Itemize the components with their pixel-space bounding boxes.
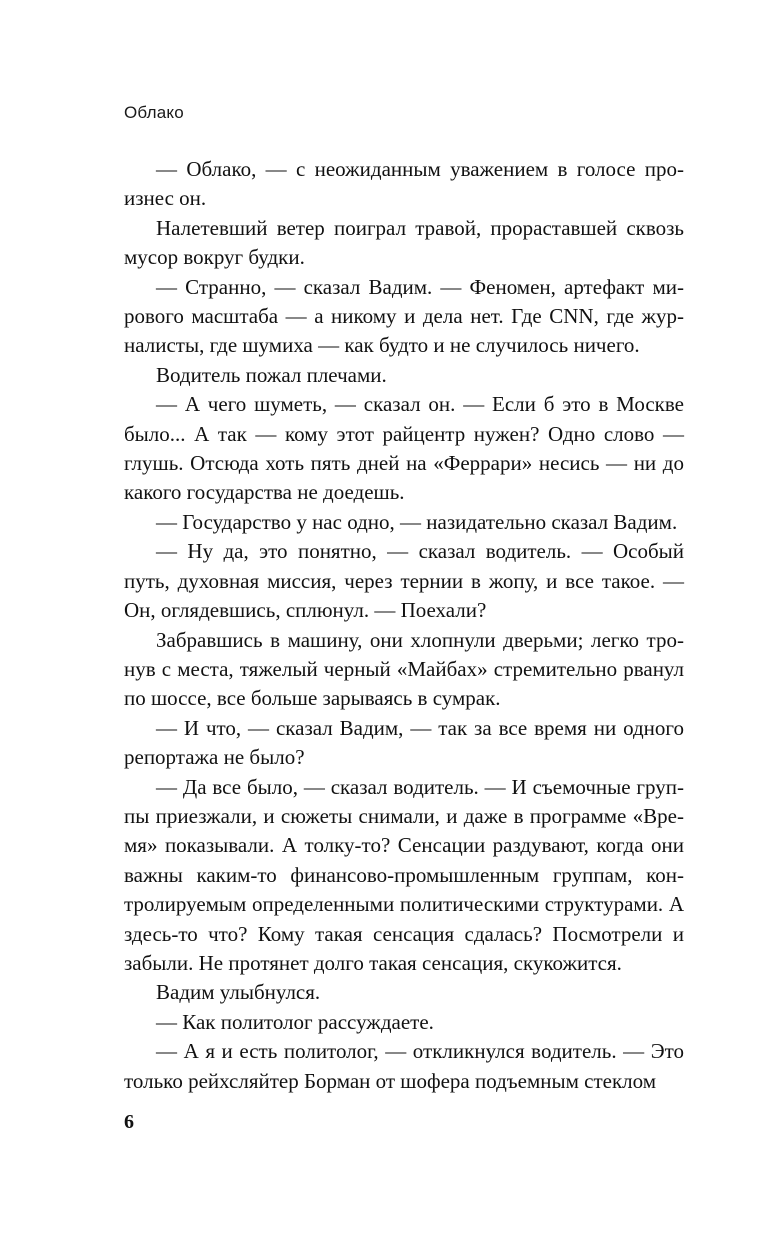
paragraph: Забравшись в машину, они хлопнули дверьми; легко тронув с места, тяжелый черный «Майбах» стремительно рванул по шоссе, все больше зарываясь в сумрак.	[124, 627, 684, 711]
body-text	[124, 155, 684, 1096]
paragraph: — Да все было, — сказал водитель. — И съемочные группы приезжали, и сюжеты снимали, и даже в программе «Время» показывали. А толку-то? Сенсации раздувают, когда они важны каким-то финансово-промышленным группам, контролируемым определенными политическими структурами. А здесь-то что? Кому такая сенсация сдалась? Посмотрели и забыли. Не протянет долго такая сенсация, скукожится.	[124, 774, 684, 975]
page-number: 6	[124, 1111, 134, 1133]
paragraph: Вадим улыбнулся.	[156, 980, 321, 1005]
paragraph: Налетевший ветер поиграл травой, прораставшей сквозь мусор вокруг будки.	[124, 215, 684, 270]
paragraph: — А чего шуметь, — сказал он. — Если б это в Москве было... А так — кому этот райцентр нужен? Одно слово — глушь. Отсюда хоть пять дней на «Феррари» несись — ни до какого государства не доедешь.	[124, 392, 684, 505]
running-head: Облако	[124, 103, 184, 122]
paragraph: Водитель пожал плечами.	[156, 362, 387, 387]
paragraph: — Облако, — с неожиданным уважением в голосе произнес он.	[124, 157, 684, 211]
paragraph: — Как политолог рассуждаете.	[156, 1009, 434, 1034]
paragraph: — Странно, — сказал Вадим. — Феномен, артефакт мирового масштаба — а никому и дела нет. Где CNN, где журналисты, где шумиха — как будто и не случилось ничего.	[124, 274, 684, 358]
paragraph: — Государство у нас одно, — назидательно сказал Вадим.	[156, 509, 678, 534]
paragraph: — А я и есть политолог, — откликнулся водитель. — Это только рейхсляйтер Борман от шофера подъемным стеклом	[124, 1039, 684, 1093]
paragraph: — И что, — сказал Вадим, — так за все время ни одного репортажа не было?	[124, 715, 684, 770]
paragraph: — Ну да, это понятно, — сказал водитель. — Особый путь, духовная миссия, через тернии в жопу, и все такое. — Он, оглядевшись, сплюнул. — Поехали?	[124, 539, 684, 623]
